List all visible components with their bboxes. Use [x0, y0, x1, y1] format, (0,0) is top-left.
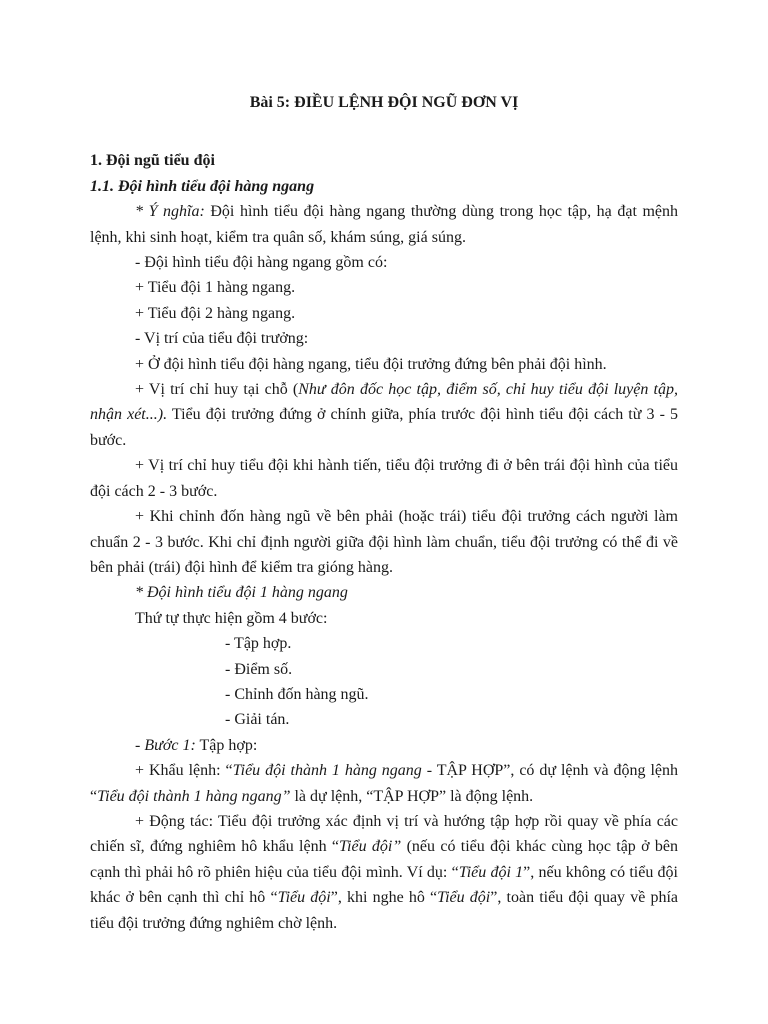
paragraph-line: - Đội hình tiểu đội hàng ngang gồm có:: [135, 254, 388, 272]
action-paragraph: [90, 809, 678, 936]
text-run: (nếu có tiểu đội khác cùng học tập ở bên cạnh thì phải hô rõ phiên hiệu của tiểu đội mình. Ví dụ: “: [90, 838, 679, 881]
text-run: ”, khi nghe hô “: [330, 889, 438, 907]
command-paragraph: [90, 758, 678, 809]
italic-run: Tiểu đội”: [339, 838, 402, 856]
step-item: - Chỉnh đốn hàng ngũ.: [225, 685, 369, 703]
text-run: ”, nếu không có tiểu đội khác ở bên cạnh thì chỉ hô “: [90, 863, 678, 907]
text-run: + Vị trí chỉ huy tại chỗ (: [135, 381, 299, 399]
step-item: - Điểm số.: [225, 660, 293, 678]
march-position-paragraph: + Vị trí chỉ huy tiểu đội khi hành tiến, tiểu đội trưởng đi ở bên trái đội hình của tiểu đội cách 2 - 3 bước.: [90, 457, 678, 500]
paragraph-line: - Vị trí của tiểu đội trưởng:: [135, 330, 309, 348]
italic-run: Tiểu đội thành 1 hàng ngang”: [97, 787, 291, 805]
step-item: - Giải tán.: [225, 711, 290, 729]
italic-run: Tiểu đội thành 1 hàng ngang: [232, 762, 422, 780]
step1-heading: [90, 733, 678, 758]
subsection-heading: 1.1. Đội hình tiểu đội hàng ngang: [90, 177, 315, 195]
step-item: - Tập hợp.: [225, 635, 292, 653]
formation-heading: * Đội hình tiểu đội 1 hàng ngang: [135, 584, 348, 602]
text-run: là dự lệnh, “TẬP HỢP” là động lệnh.: [290, 787, 534, 805]
italic-run: Tiểu đội 1: [458, 863, 524, 881]
italic-run: Như đôn đốc học tập, điểm số, chỉ huy tiểu đội luyện tập, nhận xét...).: [90, 381, 678, 424]
steps-intro: Thứ tự thực hiện gồm 4 bước:: [135, 609, 328, 627]
meaning-label: * Ý nghĩa:: [135, 203, 205, 221]
italic-run: Tiểu đội: [437, 889, 491, 907]
step1-text: Tập hợp:: [195, 736, 258, 754]
text-run: + Động tác: Tiểu đội trưởng xác định vị trí và hướng tập hợp rồi quay về phía các chiến sĩ, đứng nghiêm hô khẩu lệnh “: [90, 812, 678, 856]
section-heading: 1. Đội ngũ tiểu đội: [90, 152, 215, 170]
paragraph-line: + Ở đội hình tiểu đội hàng ngang, tiểu đội trưởng đứng bên phải đội hình.: [135, 355, 607, 373]
meaning-paragraph: [90, 199, 678, 250]
step1-label: - Bước 1:: [135, 736, 196, 754]
text-run: ”, toàn tiểu đội quay về phía tiểu đội trưởng đứng nghiêm chờ lệnh.: [90, 889, 679, 932]
text-run: Tiểu đội trưởng đứng ở chính giữa, phía trước đội hình tiểu đội cách từ 3 - 5 bước.: [90, 406, 678, 449]
align-position-paragraph: + Khi chỉnh đốn hàng ngũ về bên phải (hoặc trái) tiểu đội trưởng cách người làm chuẩn 2 - 3 bước. Khi chỉ định người giữa đội hình làm chuẩn, tiểu đội trưởng có thể đi về bên phải (trái) đội hình để kiểm tra gióng hàng.: [90, 508, 678, 576]
text-run: - TẬP HỢP”, có dự lệnh và động lệnh “: [90, 762, 679, 805]
text-run: + Khẩu lệnh: “: [135, 762, 233, 780]
paragraph-line: + Tiểu đội 1 hàng ngang.: [135, 279, 296, 297]
command-position-paragraph: [90, 377, 678, 453]
paragraph-line: + Tiểu đội 2 hàng ngang.: [135, 304, 296, 322]
meaning-text: Đội hình tiểu đội hàng ngang thường dùng trong học tập, hạ đạt mệnh lệnh, khi sinh hoạt, kiểm tra quân số, khám súng, giá súng.: [90, 203, 679, 246]
italic-run: Tiểu đội: [277, 889, 331, 907]
document-title: Bài 5: ĐIỀU LỆNH ĐỘI NGŨ ĐƠN VỊ: [249, 94, 519, 111]
